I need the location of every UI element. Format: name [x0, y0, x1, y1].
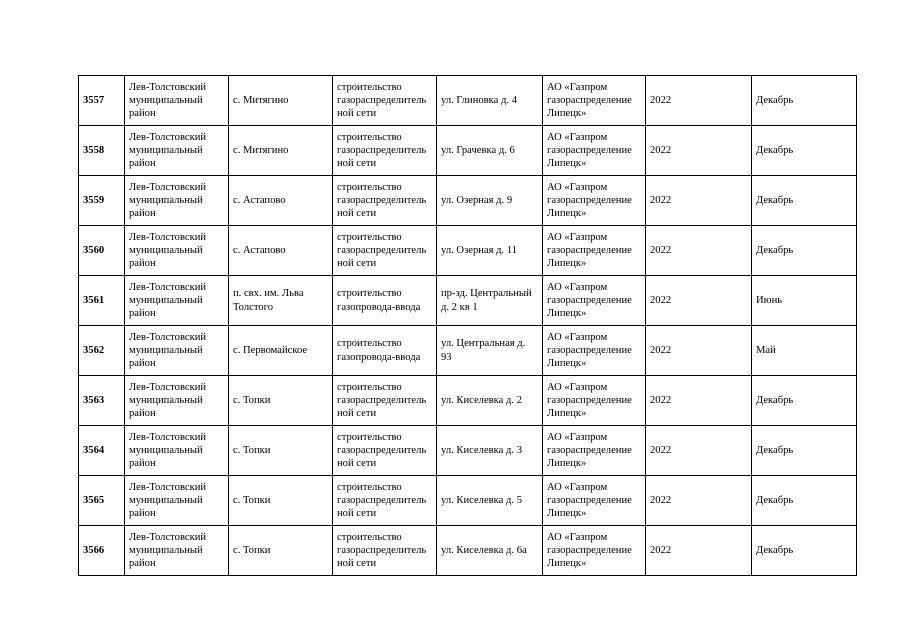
- year-cell: 2022: [646, 126, 752, 176]
- address-cell: ул. Киселевка д. 6а: [437, 526, 543, 576]
- district-cell: Лев-Толстовский муниципальный район: [125, 226, 229, 276]
- document-sheet: [78, 75, 856, 576]
- work-type-cell: строительство газораспределитель ной сети: [333, 76, 437, 126]
- address-cell: ул. Озерная д. 11: [437, 226, 543, 276]
- table-body: [79, 76, 857, 576]
- row-number: 3566: [79, 526, 125, 576]
- district-cell: Лев-Толстовский муниципальный район: [125, 326, 229, 376]
- settlement-cell: с. Топки: [229, 376, 333, 426]
- settlement-cell: с. Топки: [229, 426, 333, 476]
- month-cell: Декабрь: [752, 226, 857, 276]
- row-number: 3560: [79, 226, 125, 276]
- organization-cell: АО «Газпром газораспределение Липецк»: [543, 526, 646, 576]
- row-number: 3564: [79, 426, 125, 476]
- gasification-table: [78, 75, 857, 576]
- district-cell: Лев-Толстовский муниципальный район: [125, 76, 229, 126]
- table-row: [79, 526, 857, 576]
- table-row: [79, 76, 857, 126]
- table-row: [79, 376, 857, 426]
- table-row: [79, 226, 857, 276]
- row-number: 3562: [79, 326, 125, 376]
- table-row: [79, 326, 857, 376]
- row-number: 3557: [79, 76, 125, 126]
- district-cell: Лев-Толстовский муниципальный район: [125, 376, 229, 426]
- organization-cell: АО «Газпром газораспределение Липецк»: [543, 376, 646, 426]
- district-cell: Лев-Толстовский муниципальный район: [125, 176, 229, 226]
- year-cell: 2022: [646, 426, 752, 476]
- organization-cell: АО «Газпром газораспределение Липецк»: [543, 126, 646, 176]
- work-type-cell: строительство газопровода-ввода: [333, 326, 437, 376]
- row-number: 3563: [79, 376, 125, 426]
- row-number: 3565: [79, 476, 125, 526]
- settlement-cell: с. Митягино: [229, 126, 333, 176]
- address-cell: ул. Грачевка д. 6: [437, 126, 543, 176]
- year-cell: 2022: [646, 376, 752, 426]
- month-cell: Декабрь: [752, 176, 857, 226]
- organization-cell: АО «Газпром газораспределение Липецк»: [543, 276, 646, 326]
- settlement-cell: с. Топки: [229, 476, 333, 526]
- settlement-cell: п. свх. им. Льва Толстого: [229, 276, 333, 326]
- settlement-cell: с. Астапово: [229, 226, 333, 276]
- month-cell: Май: [752, 326, 857, 376]
- work-type-cell: строительство газораспределитель ной сети: [333, 376, 437, 426]
- organization-cell: АО «Газпром газораспределение Липецк»: [543, 226, 646, 276]
- month-cell: Декабрь: [752, 526, 857, 576]
- month-cell: Декабрь: [752, 76, 857, 126]
- work-type-cell: строительство газопровода-ввода: [333, 276, 437, 326]
- month-cell: Июнь: [752, 276, 857, 326]
- year-cell: 2022: [646, 276, 752, 326]
- table-row: [79, 276, 857, 326]
- address-cell: ул. Киселевка д. 3: [437, 426, 543, 476]
- address-cell: ул. Киселевка д. 2: [437, 376, 543, 426]
- month-cell: Декабрь: [752, 426, 857, 476]
- address-cell: пр-зд. Центральный д. 2 кв 1: [437, 276, 543, 326]
- organization-cell: АО «Газпром газораспределение Липецк»: [543, 326, 646, 376]
- year-cell: 2022: [646, 226, 752, 276]
- year-cell: 2022: [646, 326, 752, 376]
- year-cell: 2022: [646, 76, 752, 126]
- address-cell: ул. Центральная д. 93: [437, 326, 543, 376]
- work-type-cell: строительство газораспределитель ной сети: [333, 526, 437, 576]
- address-cell: ул. Киселевка д. 5: [437, 476, 543, 526]
- district-cell: Лев-Толстовский муниципальный район: [125, 476, 229, 526]
- settlement-cell: с. Митягино: [229, 76, 333, 126]
- address-cell: ул. Глиновка д. 4: [437, 76, 543, 126]
- settlement-cell: с. Астапово: [229, 176, 333, 226]
- district-cell: Лев-Толстовский муниципальный район: [125, 426, 229, 476]
- row-number: 3561: [79, 276, 125, 326]
- address-cell: ул. Озерная д. 9: [437, 176, 543, 226]
- month-cell: Декабрь: [752, 376, 857, 426]
- table-row: [79, 476, 857, 526]
- table-row: [79, 426, 857, 476]
- work-type-cell: строительство газораспределитель ной сети: [333, 426, 437, 476]
- district-cell: Лев-Толстовский муниципальный район: [125, 126, 229, 176]
- work-type-cell: строительство газораспределитель ной сети: [333, 476, 437, 526]
- settlement-cell: с. Топки: [229, 526, 333, 576]
- year-cell: 2022: [646, 476, 752, 526]
- year-cell: 2022: [646, 176, 752, 226]
- organization-cell: АО «Газпром газораспределение Липецк»: [543, 426, 646, 476]
- row-number: 3559: [79, 176, 125, 226]
- table-row: [79, 176, 857, 226]
- organization-cell: АО «Газпром газораспределение Липецк»: [543, 476, 646, 526]
- work-type-cell: строительство газораспределитель ной сети: [333, 226, 437, 276]
- row-number: 3558: [79, 126, 125, 176]
- month-cell: Декабрь: [752, 126, 857, 176]
- settlement-cell: с. Первомайское: [229, 326, 333, 376]
- district-cell: Лев-Толстовский муниципальный район: [125, 526, 229, 576]
- work-type-cell: строительство газораспределитель ной сети: [333, 176, 437, 226]
- month-cell: Декабрь: [752, 476, 857, 526]
- work-type-cell: строительство газораспределитель ной сети: [333, 126, 437, 176]
- district-cell: Лев-Толстовский муниципальный район: [125, 276, 229, 326]
- year-cell: 2022: [646, 526, 752, 576]
- organization-cell: АО «Газпром газораспределение Липецк»: [543, 176, 646, 226]
- organization-cell: АО «Газпром газораспределение Липецк»: [543, 76, 646, 126]
- table-row: [79, 126, 857, 176]
